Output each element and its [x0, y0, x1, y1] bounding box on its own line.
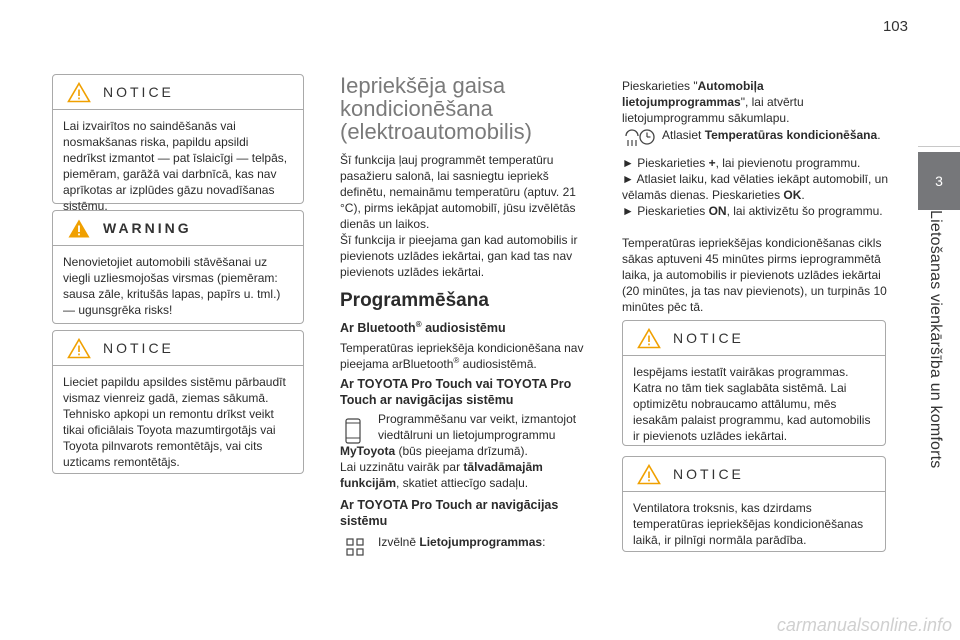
chapter-title: Lietošanas vienkāršība un komforts [927, 210, 944, 469]
remote-functions-text: Lai uzzinātu vairāk par tālvadāmajām funkcijām, skatiet attiecīgo sadaļu. [340, 460, 543, 490]
divider [918, 146, 960, 147]
menu-text: Izvēlnē Lietojumprogrammas: [378, 535, 546, 549]
phone-text: Programmēšanu var veikt, izmantojot viedtālruni un lietojumprogrammu [378, 412, 577, 442]
notice-box-2 [52, 330, 304, 474]
warning-text: Nenovietojiet automobili stāvēšanai uz viegli uzliesmojošas virsmas (piemēram: sausa zāle, kritušās lapas, papīrs u. tml.) — ugunsgrēka risks! [63, 255, 281, 317]
nav-heading: Ar TOYOTA Pro Touch ar navigācijas sistēmu [340, 498, 559, 528]
notice-text: Ventilatora troksnis, kas dzirdams temperatūras iepriekšējas kondicionēšanas laikā, ir pilnīgi normāla parādība. [633, 501, 864, 547]
smartphone-icon [342, 418, 364, 444]
warning-triangle-icon [637, 328, 661, 349]
warning-triangle-icon [67, 338, 91, 359]
notice-box-4 [622, 456, 886, 552]
warning-title: WARNING [103, 220, 192, 236]
notice-text: Lieciet papildu apsildes sistēmu pārbaudīt vismaz vienreiz gadā, ziemas sākumā. Tehnisko apkopi un remontu drīkst veikt tikai oficiālais Toyota mazumtirgotājs vai Toyota pilnvarots remontētājs, vai cits uzticams remontētājs. [63, 375, 286, 469]
chapter-tab[interactable]: 3 [918, 152, 960, 210]
notice-box-1 [52, 74, 304, 213]
notice-text: Lai izvairītos no saindēšanās vai nosmakšanas riska, papildu apsildi nedrīkst izmantot — pat īslaicīgi — telpās, piemēram, garāžā vai darbnīcā, kas nav aprīkotas ar izplūdes gāzu novadīšanas sistēmu. [63, 119, 288, 213]
warning-box [52, 210, 304, 324]
pro-touch-heading: Ar TOYOTA Pro Touch vai TOYOTA Pro Touch ar navigācijas sistēmu [340, 377, 572, 407]
section-title: Programmēšana [340, 290, 489, 311]
warning-filled-icon [67, 218, 91, 239]
notice-title: NOTICE [673, 330, 744, 346]
climate-clock-icon [622, 126, 656, 148]
notice-title: NOTICE [103, 340, 174, 356]
step-3: ► Pieskarieties ON, lai aktivizētu šo programmu. [622, 204, 883, 218]
press-apps-text: Pieskarieties "Automobiļa lietojumprogrammas", lai atvērtu lietojumprogrammu sākumlapu. [622, 79, 804, 125]
notice-title: NOTICE [103, 84, 174, 100]
mytoyota-text: MyToyota (būs pieejama drīzumā). [340, 444, 528, 458]
watermark: carmanualsonline.info [776, 615, 952, 635]
cycle-explanation: Temperatūras iepriekšējas kondicionēšanas cikls sākas aptuveni 45 minūtes pirms ieprogrammētā laika, ja automobilis ir pievienots uzlādes iekārtai (20 minūtes, ja tas nav pievienots), un turpinās 10 minūtes pēc tā. [622, 236, 887, 314]
page-title: Iepriekšēja gaisa kondicionēšana (elektroautomobilis) [340, 73, 532, 144]
notice-text: Iespējams iestatīt vairākas programmas. Katra no tām tiek saglabāta sistēmā. Lai optimizētu nobraucamo attālumu, mēs iesakām palaist programmu, kad automobilis ir pievienots uzlādes iekārtai. [633, 365, 871, 443]
bluetooth-text: Temperatūras iepriekšēja kondicionēšana nav pieejama arBluetooth® audiosistēmā. [340, 341, 584, 371]
intro-text-2: Šī funkcija ir pieejama gan kad automobilis ir pievienots uzlādes iekārtai, gan kad tas nav pievienots uzlādes iekārtai. [340, 233, 578, 279]
notice-title: NOTICE [673, 466, 744, 482]
notice-box-3 [622, 320, 886, 446]
warning-triangle-icon [67, 82, 91, 103]
step-2: ► Atlasiet laiku, kad vēlaties iekāpt automobilī, un vēlamās dienas. Pieskarieties OK. [622, 172, 889, 202]
apps-grid-icon [346, 538, 364, 556]
page-number: 103 [882, 18, 908, 35]
warning-triangle-icon [637, 464, 661, 485]
select-temp-text: Atlasiet Temperatūras kondicionēšana. [662, 128, 881, 142]
intro-text: Šī funkcija ļauj programmēt temperatūru pasažieru salonā, lai sasniegtu iepriekš definētu, nemaināmu temperatūru (aptuv. 21 °C), pirms iekāpjat automobilī, jūsu izvēlētās dienās un laikos. [340, 153, 576, 231]
step-1: ► Pieskarieties +, lai pievienotu programmu. [622, 156, 861, 170]
bluetooth-heading: Ar Bluetooth® audiosistēmu [340, 319, 506, 335]
